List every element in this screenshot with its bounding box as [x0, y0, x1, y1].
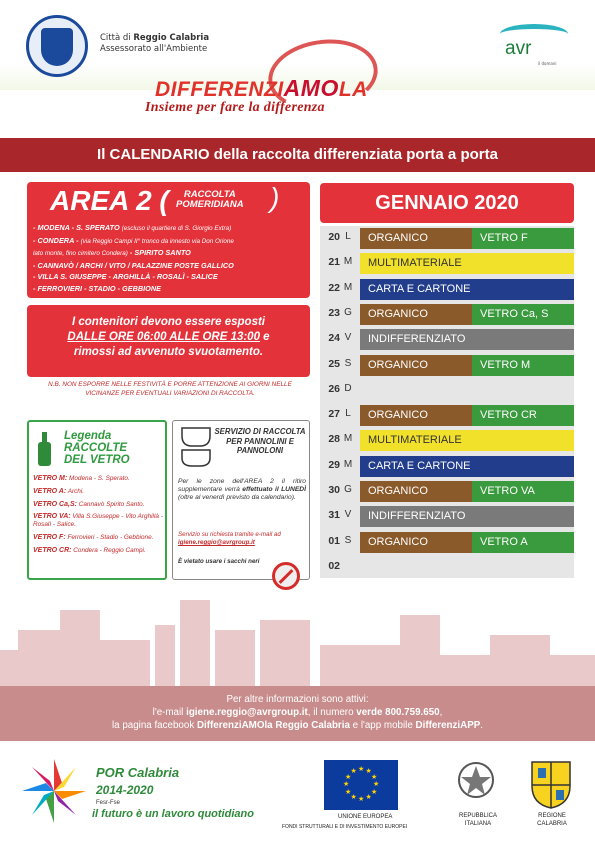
calendar-weekday: S	[344, 357, 352, 369]
area-subtitle-line2: POMERIDIANA	[176, 199, 244, 210]
calendar-day-number: 23	[328, 306, 340, 319]
zone-item	[33, 271, 309, 283]
service-request	[178, 531, 308, 547]
city-department: Assessorato all'Ambiente	[100, 44, 208, 54]
por-slogan: il futuro è un lavoro quotidiano	[92, 808, 254, 820]
calendar-weekday: L	[345, 231, 351, 242]
legend-value: Ferrovieri - Stadio - Gebbione.	[65, 533, 154, 541]
legend-key: VETRO M:	[33, 475, 68, 482]
calendar-day-number: 28	[328, 433, 340, 446]
calendar-row	[320, 505, 574, 527]
zone-main: - VILLA S. GIUSEPPE - ARGHILLÀ - ROSALÌ - SALICE	[33, 272, 218, 281]
calendar-row	[320, 354, 574, 376]
info-email-label: l'e-mail	[152, 707, 187, 718]
calendar-weekday: V	[344, 332, 352, 344]
zone-item	[33, 283, 309, 295]
zone-main: - CANNAVÒ / ARCHI / VITO / PALAZZINE POSTE GALLICO	[33, 260, 234, 270]
glass-collection-cell: VETRO F	[472, 228, 574, 249]
collection-type-cell: ORGANICO	[360, 532, 472, 553]
logo-part1: DIFFERENZI	[155, 78, 284, 101]
info-phone-label: , il numero	[307, 707, 357, 718]
calendar-day-number: 25	[328, 357, 340, 370]
area-zones-list	[33, 222, 309, 294]
reg-line1: REGIONE	[538, 813, 566, 819]
calendar-row	[320, 328, 574, 350]
italian-republic-label	[450, 812, 506, 828]
area-close-paren: )	[270, 182, 280, 213]
crest-shield-icon	[41, 28, 73, 66]
info-facebook-page[interactable]: DifferenziAMOla Reggio Calabria	[196, 720, 350, 731]
eu-star-icon: ★	[373, 780, 380, 788]
city-prefix: Città di	[100, 33, 134, 43]
info-facebook-label: la pagina facebook	[111, 720, 197, 731]
area-subtitle-line1: RACCOLTA	[183, 189, 236, 200]
eu-star-icon: ★	[365, 767, 372, 775]
calendar-row	[320, 556, 574, 578]
calendar-weekday: M	[343, 256, 353, 268]
calendar-day-number: 31	[328, 509, 340, 522]
info-app-name[interactable]: DifferenziAPP	[415, 720, 481, 731]
legend-key: VETRO A:	[33, 487, 67, 495]
legend-value: Condera - Reggio Campi.	[71, 546, 146, 554]
por-title: POR Calabria	[96, 765, 180, 780]
campaign-logo	[155, 75, 368, 102]
service-text-c: (oltre al venerdì previsto da calendario).	[178, 494, 296, 502]
info-line1: Per altre informazioni sono attivi:	[226, 694, 369, 705]
calendar-day-number: 22	[328, 281, 340, 294]
eu-star-icon: ★	[365, 792, 372, 801]
zone-item	[33, 260, 309, 272]
eu-star-icon: ★	[370, 772, 378, 781]
legend-title	[64, 430, 130, 466]
zone-main: - FERROVIERI - STADIO - GEBBIONE	[33, 283, 161, 293]
city-label	[100, 33, 209, 55]
collection-type-cell: CARTA E CARTONE	[360, 456, 574, 477]
area-subtitle	[176, 190, 244, 210]
zone-note: lato monte, fino cimitero Condera)	[33, 250, 128, 257]
eu-star-icon: ★	[358, 795, 365, 803]
legend-item	[33, 475, 165, 483]
rep-line1: REPUBBLICA	[458, 813, 497, 819]
calendar-day-number: 02	[328, 559, 340, 572]
zone-main: - CONDERA -	[33, 235, 81, 245]
legend-items	[33, 475, 165, 560]
info-email-link[interactable]: igiene.reggio@avrgroup.it	[186, 707, 308, 718]
legend-item	[33, 513, 165, 529]
rep-line2: ITALIANA	[464, 821, 492, 827]
legend-value: Villa S.Giuseppe - Vito Arghillà - Rosalì - Salice.	[33, 513, 163, 529]
calendar-weekday: G	[344, 484, 352, 495]
calendar-row	[320, 455, 574, 477]
exposure-notice	[27, 315, 310, 360]
calendar-day-number: 20	[328, 231, 340, 243]
legend-key: VETRO F:	[33, 533, 66, 541]
por-calabria-logo-icon	[20, 757, 88, 825]
legend-value: Archi.	[66, 487, 85, 495]
legend-key: VETRO CR:	[33, 546, 72, 554]
reg-line2: CALABRIA	[537, 821, 567, 827]
legend-value: Cannavò Spirito Santo.	[76, 500, 145, 508]
city-name: Reggio Calabria	[133, 33, 210, 43]
logo-part2: AMO	[283, 75, 339, 101]
calendar-weekday: L	[345, 408, 351, 420]
city-crest-icon	[26, 15, 88, 77]
collection-type-cell: ORGANICO	[360, 355, 472, 376]
eu-star-icon: ★	[345, 772, 352, 781]
info-phone-number[interactable]: verde 800.759.650	[356, 707, 440, 718]
por-fund: Fesr-Fse	[96, 800, 120, 806]
collection-type-cell: ORGANICO	[360, 405, 472, 426]
contact-info	[0, 693, 595, 732]
calendar-weekday: G	[344, 306, 352, 318]
logo-part3: LA	[338, 78, 368, 101]
calendar-day-number: 30	[328, 484, 340, 496]
nb-note: N.B. NON ESPORRE NELLE FESTIVITÀ E PORRE ATTENZIONE AI GIORNI NELLE VICINANZE PER EVENTUALI VARIAZIONI DI RACCOLTA.	[48, 381, 292, 397]
eu-subtitle: FONDI STRUTTURALI E DI INVESTIMENTO EUROPEI	[282, 824, 408, 830]
collection-type-cell: MULTIMATERIALE	[360, 253, 574, 274]
calendar-row	[320, 252, 574, 274]
glass-collection-cell: VETRO A	[472, 532, 574, 553]
calendar-weekday: D	[344, 382, 352, 394]
service-text-monday: effettuato il LUNEDÌ	[242, 486, 306, 494]
black-bags-forbidden: È vietato usare i sacchi neri	[178, 558, 260, 565]
legend-item	[33, 501, 165, 509]
glass-collection-cell: VETRO VA	[472, 481, 574, 502]
zone-item	[33, 247, 309, 260]
collection-type-cell: ORGANICO	[360, 481, 472, 502]
collection-type-cell: CARTA E CARTONE	[360, 279, 574, 300]
legend-item	[33, 488, 165, 496]
eu-star-icon: ★	[358, 765, 365, 773]
legend-item	[33, 547, 165, 555]
zone-note: (via Reggio Campi II° tronco da innesto via Don Orione	[80, 237, 234, 245]
eu-flag-icon	[324, 760, 398, 810]
service-email-link[interactable]: igiene.reggio@avrgroup.it	[178, 539, 255, 546]
calendar-day-number: 01	[328, 534, 340, 547]
zone-tail: - SPIRITO SANTO	[127, 248, 191, 257]
calendar-weekday: V	[344, 509, 352, 521]
calendar-weekday: M	[343, 458, 353, 470]
collection-type-cell: INDIFFERENZIATO	[360, 506, 574, 527]
legend-title-line3: DEL VETRO	[64, 454, 130, 466]
notice-line3: rimossi ad avvenuto svuotamento.	[73, 346, 264, 358]
glass-collection-cell: VETRO M	[472, 355, 574, 376]
legend-title-line2: RACCOLTE	[64, 442, 128, 454]
info-punct: .	[480, 720, 484, 731]
service-request-text: Servizio su richiesta tramite e-mail ad	[178, 531, 281, 538]
legend-key: VETRO Ca,S:	[33, 500, 77, 508]
eu-star-icon: ★	[345, 787, 352, 796]
notice-line1: I contenitori devono essere esposti	[72, 316, 265, 328]
info-punct: ,	[439, 707, 443, 718]
calendar-month: GENNAIO 2020	[375, 192, 519, 214]
eu-star-icon: ★	[343, 780, 350, 788]
collection-type-cell: ORGANICO	[360, 304, 472, 325]
glass-collection-cell: VETRO Ca, S	[472, 304, 574, 325]
service-text-a: Per le zone dell'AREA 2 il ritiro supplementare verrà	[178, 478, 306, 494]
eu-star-icon: ★	[350, 792, 357, 801]
calendar-row	[320, 404, 574, 426]
calendar-row	[320, 227, 574, 249]
calendar-row	[320, 303, 574, 325]
collection-type-cell: ORGANICO	[360, 228, 472, 249]
por-years: 2014-2020	[96, 783, 154, 797]
eu-star-icon: ★	[350, 767, 357, 775]
zone-item	[33, 235, 309, 248]
collection-type-cell: INDIFFERENZIATO	[360, 329, 574, 350]
service-title: SERVIZIO DI RACCOLTA PER PANNOLINI E PANNOLONI	[214, 427, 306, 455]
page-title: Il CALENDARIO della raccolta differenziata porta a porta	[97, 146, 498, 163]
calendar-day-number: 21	[328, 256, 340, 269]
calabria-region-emblem-icon	[530, 758, 572, 810]
calendar-weekday: M	[343, 281, 353, 293]
eu-star-icon: ★	[370, 787, 378, 796]
avr-logo: avr	[505, 38, 532, 59]
calendar-weekday: S	[344, 534, 352, 546]
calendar-day-number: 26	[328, 382, 340, 395]
glass-bottle-icon	[36, 432, 54, 468]
legend-item	[33, 534, 165, 542]
calendar-day-number: 29	[328, 458, 340, 471]
campaign-tagline: Insieme per fare la differenza	[145, 100, 325, 115]
service-text	[178, 478, 306, 503]
info-app-label: e l'app mobile	[349, 720, 416, 731]
zone-note: (escluso il quartiere di S. Giorgio Extra)	[121, 225, 232, 232]
calendar-weekday: M	[343, 433, 353, 445]
avr-subtitle: il domani	[538, 61, 557, 66]
italian-republic-emblem-icon	[456, 758, 496, 808]
calabria-region-label	[525, 812, 579, 828]
calendar-row	[320, 480, 574, 502]
calendar-row	[320, 429, 574, 451]
notice-line2-tail: e	[259, 331, 270, 343]
collection-type-cell: MULTIMATERIALE	[360, 430, 574, 451]
calendar-day-number: 27	[328, 408, 340, 421]
notice-hours: DALLE ORE 06:00 ALLE ORE 13:00	[67, 331, 260, 343]
calendar-row	[320, 531, 574, 553]
calendar-day-number: 24	[328, 332, 340, 345]
legend-title-line1: Legenda	[64, 430, 112, 442]
glass-collection-cell: VETRO CR	[472, 405, 574, 426]
zone-main: - MODENA - S. SPERATO	[33, 223, 122, 232]
calendar-row	[320, 278, 574, 300]
diaper-icon	[180, 424, 212, 468]
calendar-row	[320, 379, 574, 401]
legend-key: VETRO VA:	[33, 513, 71, 521]
zone-item	[33, 222, 309, 235]
legend-value: Modena - S. Sperato.	[67, 475, 130, 482]
eu-title: UNIONE EUROPEA	[338, 814, 393, 820]
area-title: AREA 2 (	[50, 185, 169, 216]
